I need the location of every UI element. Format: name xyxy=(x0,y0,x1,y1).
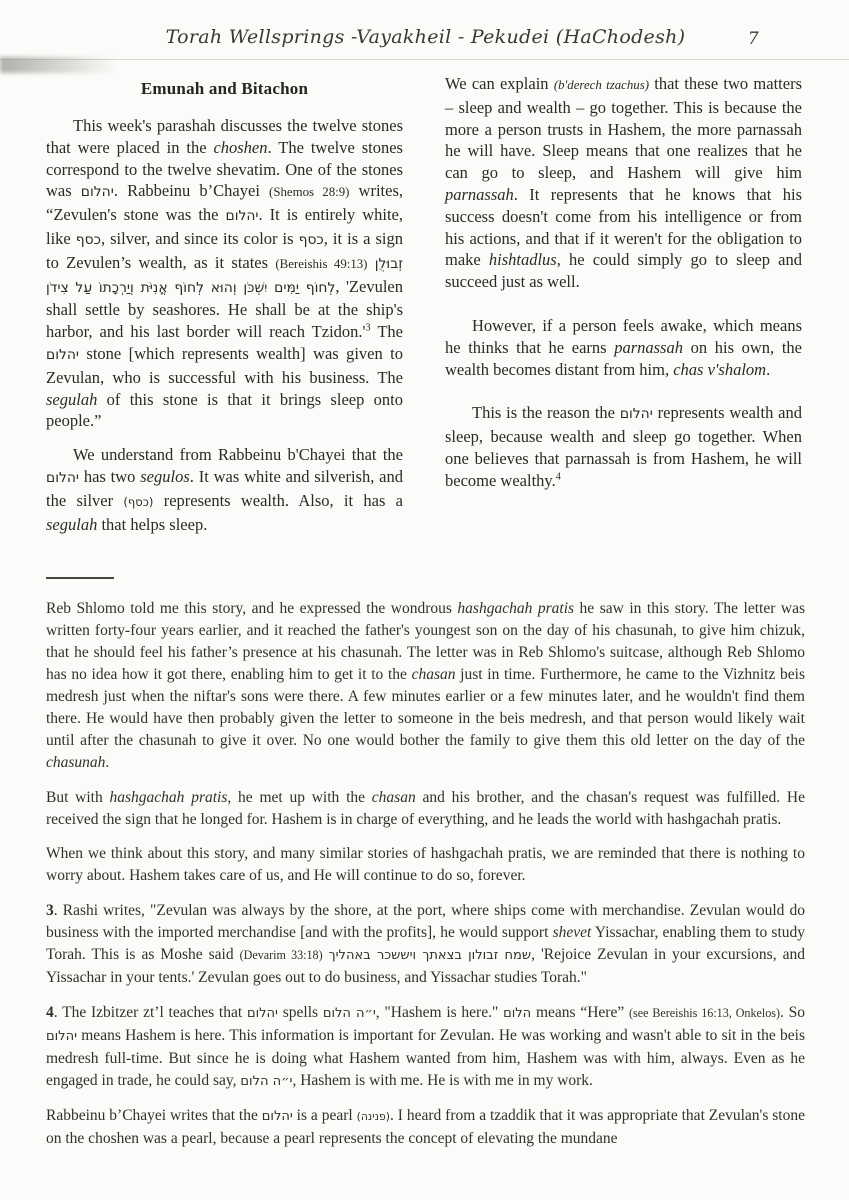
body-paragraph: This is the reason the יהלום represents wealth and sleep, because wealth and sleep go together. When one believes that parnassah is from Hashem, he will become wealthy.$^4$ xyxy=(445,403,802,490)
footnote-paragraph: But with hashgachah pratis, he met up with the chasan and his brother, and the chasan's request was fulfilled. He received the sign that he longed for. Hashem is in charge of everything, and he leads the world with hashgachah pratis. xyxy=(46,788,806,828)
header-rule xyxy=(0,59,849,60)
footnote-paragraph: Reb Shlomo told me this story, and he expressed the wondrous hashgachah pratis he saw in this story. The letter was written forty-four years earlier, and it reached the father's youngest son on the day of his chasunah, to give him chizuk, that he should feel his father’s presence at his chasunah. The letter was in Reb Shlomo's suitcase, although Reb Shlomo has no idea how it got there, enabling him to get it to the chasan just in time. Furthermore, he came to the Vizhnitz beis medresh just when the niftar's sons were there. A few minutes earlier or a few minutes later, and he wouldn't find them there. He would have then probably given the letter to someone in the beis medresh, and that person would likely wait until after the chasunah to give it over. No one would bother the family to give them this old letter on the day of the chasunah. xyxy=(46,600,805,771)
footnote-paragraph: 3. Rashi writes, "Zevulan was always by the shore, at the port, where ships come with merchandise. Zevulan would do business with the imported merchandise [and with the profits], he would support shevet Yissachar, enabling them to study Torah. This is as Moshe said (Devarim 33:18) שמח זבולון בצאתך ויששכר באהליך, 'Rejoice Zevulan in your excursions, and Yissachar in your tents.' Zevulan goes out to do business, and Yissachar studies Torah." xyxy=(46,902,806,986)
body-paragraph: We understand from Rabbeinu b'Chayei that the יהלום has two segulos. It was white and silverish, and the silver (כסף) represents wealth. Also, it has a segulah that helps sleep. xyxy=(46,445,403,534)
right-column xyxy=(445,73,802,547)
body-paragraph: This week's parashah discusses the twelve stones that were placed in the choshen. The twelve stones correspond to the twelve shevatim. One of the stones was יהלום. Rabbeinu b’Chayei (Shemos 28:9) writes, “Zevulen's stone was the יהלום. It is entirely white, like כסף, silver, and since its color is כסף, it is a sign to Zevulen’s wealth, as it states (Bereishis 49:13) זְבוּלֻן לְחוֹף יַמִּים יִשְׁכֹּן וְהוּא לְחוֹף אֳנִיֹּת וְיַרְכָתוֹ עַל צִידֹן, 'Zevulen shall settle by seashores. He shall be at the ship's harbor, and his last border will reach $Tzidon.'^3$ The יהלום stone [which represents wealth] was given to Zevulan, who is successful with his business. The segulah of this stone is that it brings sleep onto people.” xyxy=(46,116,404,431)
main-text xyxy=(46,73,805,547)
body-paragraph: However, if a person feels awake, which means he thinks that he earns parnassah on his own, the wealth becomes distant from him, chas v'shalom. xyxy=(445,315,802,379)
header-title: Torah Wellsprings -Vayakheil - Pekudei (HaChodesh) xyxy=(165,26,686,48)
page-header xyxy=(46,26,805,52)
footnote-paragraph: Rabbeinu b’Chayei writes that the יהלום is a pearl (פנינה). I heard from a tzaddik that it was appropriate that Zevulan's stone on the choshen was a pearl, because a pearl represents the concept of elevating the mundane xyxy=(46,1107,805,1148)
footnote-paragraph: 4. The Izbitzer zt’l teaches that יהלום spells י״ה הלום, "Hashem is here." הלום means “Here” (see Bereishis 16:13, Onkelos). So יהלום means Hashem is here. This information is important for Zevulan. He was working and wasn't able to sit in the beis medresh full-time. But since he is doing what Hashem wanted from him, Hashem was with him, always. Even as he engaged in trade, he could say, י״ה הלום, Hashem is with me. He is with me in my work. xyxy=(46,1003,806,1089)
footnote-separator xyxy=(46,577,114,579)
footnotes-section xyxy=(46,598,805,1150)
footnote-paragraph: When we think about this story, and many similar stories of hashgachah pratis, we are reminded that there is nothing to worry about. Hashem takes care of us, and He will continue to do so, forever. xyxy=(46,845,805,885)
page-number: 7 xyxy=(747,29,759,49)
section-heading: Emunah and Bitachon xyxy=(140,79,309,98)
left-column xyxy=(46,73,403,547)
body-paragraph: We can explain (b'derech tzachus) that these two matters – sleep and wealth – go together. This is because the more a person trusts in Hashem, the more parnassah he will have. Sleep means that one realizes that he can go to sleep, and Hashem will give him parnassah. It represents that he knows that his success doesn't come from his intelligence or from his actions, and that if it weren't for the obligation to make hishtadlus, he could simply go to sleep and succeed just as well. xyxy=(445,74,803,292)
